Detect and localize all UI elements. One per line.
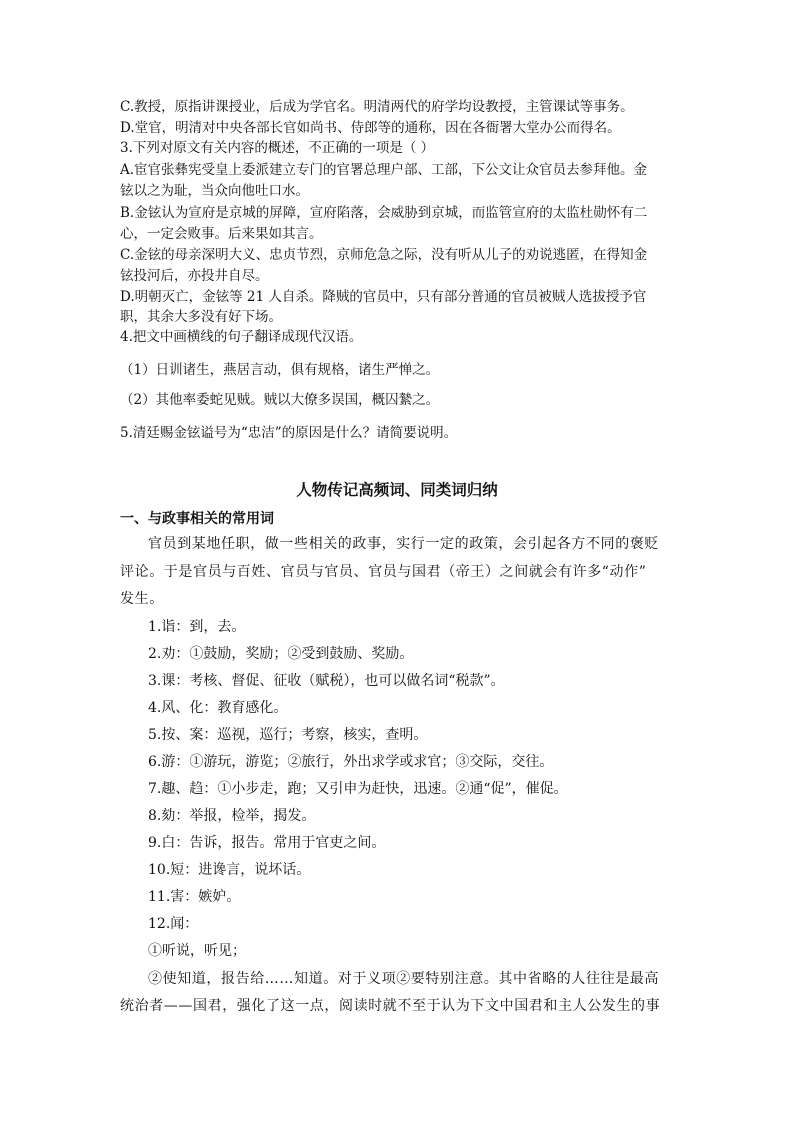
text-line: 铉投河后，亦投井自尽。 [120, 268, 269, 284]
paragraph-line: 评论。于是官员与百姓、官员与官员、官员与国君（帝王）之间就会有许多“动作” [120, 564, 647, 580]
list-item: 12.闻： [148, 916, 199, 932]
text-line: C.教授，原指讲课授业，后成为学官名。明清两代的府学均设教授，主管课试等事务。 [120, 99, 634, 115]
option-a: A.宦官张彝宪受皇上委派建立专门的官署总理户部、工部，下公文让众官员去参拜他。金 [120, 162, 648, 178]
list-item: 3.课：考核、督促、征收（赋税），也可以做名词“税款”。 [148, 673, 505, 689]
text-line: 铉以之为耻，当众向他吐口水。 [120, 183, 309, 199]
paragraph-line: ②使知道，报告给……知道。对于义项②要特别注意。其中省略的人往往是最高 [148, 971, 659, 987]
translate-2: （2）其他率委蛇见贼。贼以大僚多误国，概囚縶之。 [120, 392, 440, 408]
paragraph-line: 发生。 [120, 591, 164, 607]
page-title: 人物传记高频词、同类词归纳 [296, 480, 498, 499]
question-3: 3.下列对原文有关内容的概述，不正确的一项是（ ） [120, 140, 435, 156]
list-item: 9.白：告诉，报告。常用于官吏之间。 [148, 835, 386, 851]
paragraph-line: 统治者——国君，强化了这一点，阅读时就不至于认为下文中国君和主人公发生的事 [120, 998, 661, 1014]
option-d: D.明朝灭亡，金铉等 21 人自杀。降贼的官员中，只有部分普通的官员被贼人选拔授予官 [120, 289, 647, 305]
list-item: ①听说，听见； [148, 943, 246, 959]
list-item: 5.按、案：巡视，巡行；考察，核实，查明。 [148, 727, 428, 743]
text-line: 职，其余大多没有好下场。 [120, 309, 282, 325]
list-item: 2.劝：①鼓励，奖励；②受到鼓励、奖励。 [148, 646, 414, 662]
paragraph-line: 官员到某地任职，做一些相关的政事，实行一定的政策，会引起各方不同的褒贬 [148, 536, 659, 552]
section-heading: 一、与政事相关的常用词 [120, 511, 274, 527]
list-item: 1.诣：到，去。 [148, 619, 246, 635]
list-item: 11.害：嫉妒。 [148, 889, 241, 905]
list-item: 8.劾：举报，检举，揭发。 [148, 808, 316, 824]
list-item: 4.风、化：教育感化。 [148, 700, 288, 716]
list-item: 6.游：①游玩，游览；②旅行，外出求学或求官；③交际，交往。 [148, 754, 554, 770]
list-item: 7.趣、趋：①小步走，跑；又引申为赶快，迅速。②通“促”，催促。 [148, 781, 568, 797]
text-line: D.堂官，明清对中央各部长官如尚书、侍郎等的通称，因在各衙署大堂办公而得名。 [120, 120, 621, 136]
translate-1: （1）日训诸生，燕居言动，俱有规格，诸生严惮之。 [120, 362, 440, 378]
option-c: C.金铉的母亲深明大义、忠贞节烈，京师危急之际，没有听从儿子的劝说逃匿，在得知金 [120, 247, 648, 263]
list-item: 10.短：进谗言，说坏话。 [148, 862, 311, 878]
text-line: 心，一定会败事。后来果如其言。 [120, 226, 323, 242]
question-5: 5.清廷赐金铉谥号为“忠洁”的原因是什么？请简要说明。 [120, 425, 458, 441]
question-4: 4.把文中画横线的句子翻译成现代汉语。 [120, 329, 363, 345]
option-b: B.金铉认为宣府是京城的屏障，宣府陷落，会威胁到京城，而监管宣府的太监杜勋怀有二 [120, 205, 648, 221]
